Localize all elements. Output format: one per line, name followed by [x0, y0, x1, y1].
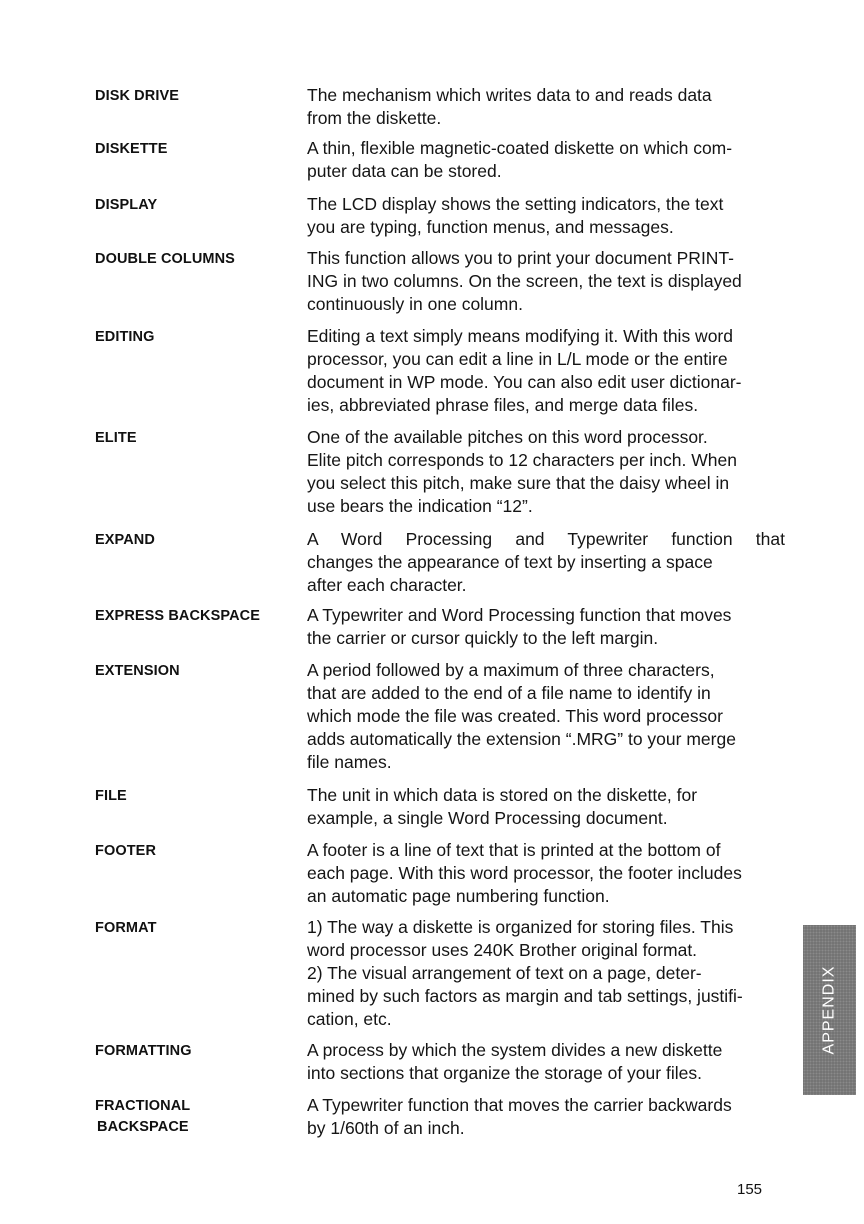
definition-line: word processor uses 240K Brother original format. [307, 940, 698, 960]
glossary-definition [307, 1039, 785, 1085]
term-text: FILE [95, 788, 127, 804]
glossary-definition [307, 659, 785, 774]
glossary-entry-disk-drive [95, 84, 785, 137]
term-text: EXPRESS BACKSPACE [95, 608, 260, 624]
definition-line: the carrier or cursor quickly to the left margin. [307, 628, 659, 648]
definition-line: Editing a text simply means modifying it. With this word [307, 326, 733, 346]
term-text: ELITE [95, 430, 137, 446]
definition-line: ING in two columns. On the screen, the text is displayed [307, 271, 742, 291]
definition-line: from the diskette. [307, 108, 442, 128]
definition-line: puter data can be stored. [307, 161, 502, 181]
glossary-term [95, 528, 307, 551]
definition-line: This function allows you to print your document PRINT- [307, 248, 734, 268]
definition-line: after each character. [307, 575, 467, 595]
term-text: FOOTER [95, 843, 157, 859]
glossary-term [95, 247, 307, 270]
term-text: EXPAND [95, 532, 155, 548]
glossary-term [95, 1094, 307, 1138]
term-text: EXTENSION [95, 663, 180, 679]
term-text: FRACTIONAL [95, 1098, 191, 1114]
term-text: FORMATTING [95, 1043, 192, 1059]
glossary-term [95, 839, 307, 862]
definition-line: you select this pitch, make sure that the daisy wheel in [307, 473, 730, 493]
glossary-term [95, 659, 307, 682]
glossary-definition [307, 325, 785, 417]
definition-line: cation, etc. [307, 1009, 392, 1029]
term-text: BACKSPACE [97, 1119, 189, 1135]
glossary-term [95, 137, 307, 160]
glossary-definition [307, 528, 785, 597]
glossary-definition [307, 247, 785, 316]
glossary-entry-diskette [95, 137, 785, 193]
glossary-entry-format [95, 916, 785, 1039]
definition-line: changes the appearance of text by inserting a space [307, 552, 713, 572]
definition-line: continuously in one column. [307, 294, 523, 314]
glossary-definition [307, 137, 785, 183]
glossary-definition [307, 784, 785, 830]
definition-line: ies, abbreviated phrase files, and merge data files. [307, 395, 699, 415]
definition-line: A Typewriter function that moves the carrier backwards [307, 1095, 732, 1115]
glossary-definition [307, 426, 785, 518]
glossary-term [95, 1039, 307, 1062]
definition-line: that are added to the end of a file name to identify in [307, 683, 711, 703]
definition-line: use bears the indication “12”. [307, 496, 533, 516]
definition-line: The LCD display shows the setting indicators, the text [307, 194, 724, 214]
glossary-entry-expand [95, 528, 785, 604]
definition-line: which mode the file was created. This word processor [307, 706, 723, 726]
glossary-entry-footer [95, 839, 785, 916]
appendix-side-tab [803, 925, 856, 1095]
glossary-term [95, 193, 307, 216]
definition-line: example, a single Word Processing document. [307, 808, 668, 828]
definition-line: mined by such factors as margin and tab settings, justifi- [307, 986, 743, 1006]
glossary-entry-fractional-backspace [95, 1094, 785, 1144]
definition-line: you are typing, function menus, and messages. [307, 217, 674, 237]
definition-line: 2) The visual arrangement of text on a page, deter- [307, 963, 702, 983]
term-text: DISPLAY [95, 197, 158, 213]
glossary-definition [307, 84, 785, 130]
definition-line: The unit in which data is stored on the diskette, for [307, 785, 698, 805]
glossary-definition [307, 193, 785, 239]
definition-line: A thin, flexible magnetic-coated diskette on which com- [307, 138, 733, 158]
term-text: DOUBLE COLUMNS [95, 251, 235, 267]
glossary-entry-express-backspace [95, 604, 785, 659]
definition-line: A period followed by a maximum of three characters, [307, 660, 715, 680]
glossary-entry-formatting [95, 1039, 785, 1094]
definition-line: adds automatically the extension “.MRG” to your merge [307, 729, 736, 749]
definition-line: A process by which the system divides a new diskette [307, 1040, 723, 1060]
definition-line: document in WP mode. You can also edit user dictionar- [307, 372, 742, 392]
definition-line: by 1/60th of an inch. [307, 1118, 465, 1138]
glossary-entry-editing [95, 325, 785, 426]
definition-line: into sections that organize the storage of your files. [307, 1063, 702, 1083]
glossary-entry-double-columns [95, 247, 785, 325]
glossary-entry-elite [95, 426, 785, 528]
definition-line: processor, you can edit a line in L/L mode or the entire [307, 349, 728, 369]
glossary-entry-file [95, 784, 785, 839]
term-text: DISKETTE [95, 141, 168, 157]
definition-line: A Word Processing and Typewriter function that [307, 529, 785, 549]
glossary-definition [307, 1094, 785, 1140]
glossary-entry-display [95, 193, 785, 247]
definition-line: file names. [307, 752, 392, 772]
glossary-term [95, 84, 307, 107]
glossary-term [95, 604, 307, 627]
glossary-term [95, 916, 307, 939]
term-text: DISK DRIVE [95, 88, 179, 104]
definition-line: an automatic page numbering function. [307, 886, 610, 906]
glossary-definition [307, 839, 785, 908]
definition-line: The mechanism which writes data to and reads data [307, 85, 712, 105]
glossary-term [95, 426, 307, 449]
page-number: 155 [737, 1181, 763, 1198]
definition-line: A footer is a line of text that is printed at the bottom of [307, 840, 721, 860]
definition-line: A Typewriter and Word Processing function that moves [307, 605, 732, 625]
glossary-term [95, 784, 307, 807]
definition-line: each page. With this word processor, the footer includes [307, 863, 742, 883]
definition-line: One of the available pitches on this word processor. [307, 427, 708, 447]
glossary-term [95, 325, 307, 348]
glossary-list [95, 84, 785, 1144]
appendix-tab-label: APPENDIX [820, 965, 838, 1055]
term-text: FORMAT [95, 920, 157, 936]
term-text: EDITING [95, 329, 155, 345]
definition-line: Elite pitch corresponds to 12 characters per inch. When [307, 450, 737, 470]
glossary-definition [307, 604, 785, 650]
definition-line: 1) The way a diskette is organized for storing files. This [307, 917, 734, 937]
glossary-definition [307, 916, 785, 1031]
glossary-entry-extension [95, 659, 785, 784]
